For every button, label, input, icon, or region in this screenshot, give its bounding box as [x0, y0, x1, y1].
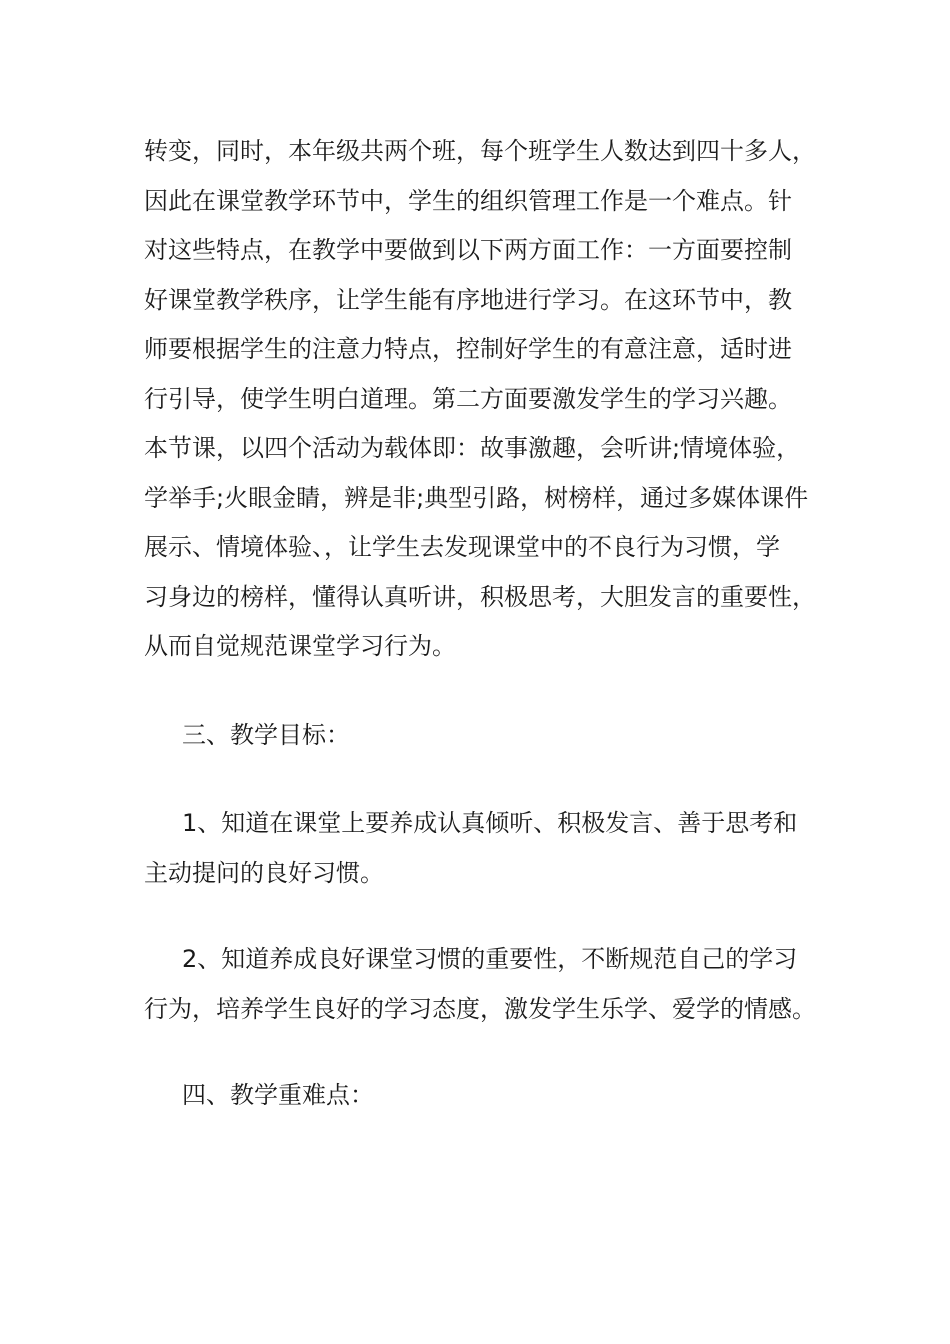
goal-line: 主动提问的良好习惯。: [144, 858, 384, 887]
goal-item-1: [144, 799, 809, 898]
paragraph-line: 好课堂教学秩序，让学生能有序地进行学习。在这环节中，教: [144, 285, 792, 314]
goal-line: 行为，培养学生良好的学习态度，激发学生乐学、爱学的情感。: [144, 994, 816, 1023]
section-heading-teaching-goals: [144, 711, 809, 761]
section-heading: 三、教学目标：: [182, 721, 350, 749]
goal-line: 2、知道养成良好课堂习惯的重要性，不断规范自己的学习: [182, 945, 798, 973]
section-heading: 四、教学重难点：: [182, 1081, 374, 1109]
section-heading-key-points: [144, 1071, 809, 1121]
paragraph-teaching-analysis: [144, 127, 816, 672]
goal-line: 1、知道在课堂上要养成认真倾听、积极发言、善于思考和: [182, 809, 798, 837]
paragraph-line: 因此在课堂教学环节中，学生的组织管理工作是一个难点。针: [144, 186, 792, 215]
paragraph-line: 本节课，以四个活动为载体即：故事激趣，会听讲;情境体验，: [144, 434, 801, 462]
paragraph-line: 学举手;火眼金睛，辨是非;典型引路，树榜样，通过多媒体课件: [144, 483, 809, 512]
paragraph-line: 从而自觉规范课堂学习行为。: [144, 632, 456, 660]
paragraph-line: 习身边的榜样，懂得认真听讲，积极思考，大胆发言的重要性，: [144, 582, 816, 611]
paragraph-line: 对这些特点，在教学中要做到以下两方面工作：一方面要控制: [144, 236, 792, 264]
paragraph-line: 师要根据学生的注意力特点，控制好学生的有意注意，适时进: [144, 335, 792, 363]
paragraph-line: 展示、情境体验、，让学生去发现课堂中的不良行为习惯，学: [144, 533, 780, 561]
goal-item-2: [144, 935, 816, 1034]
paragraph-line: 行引导，使学生明白道理。第二方面要激发学生的学习兴趣。: [144, 384, 792, 413]
paragraph-line: 转变，同时，本年级共两个班，每个班学生人数达到四十多人，: [144, 137, 816, 165]
